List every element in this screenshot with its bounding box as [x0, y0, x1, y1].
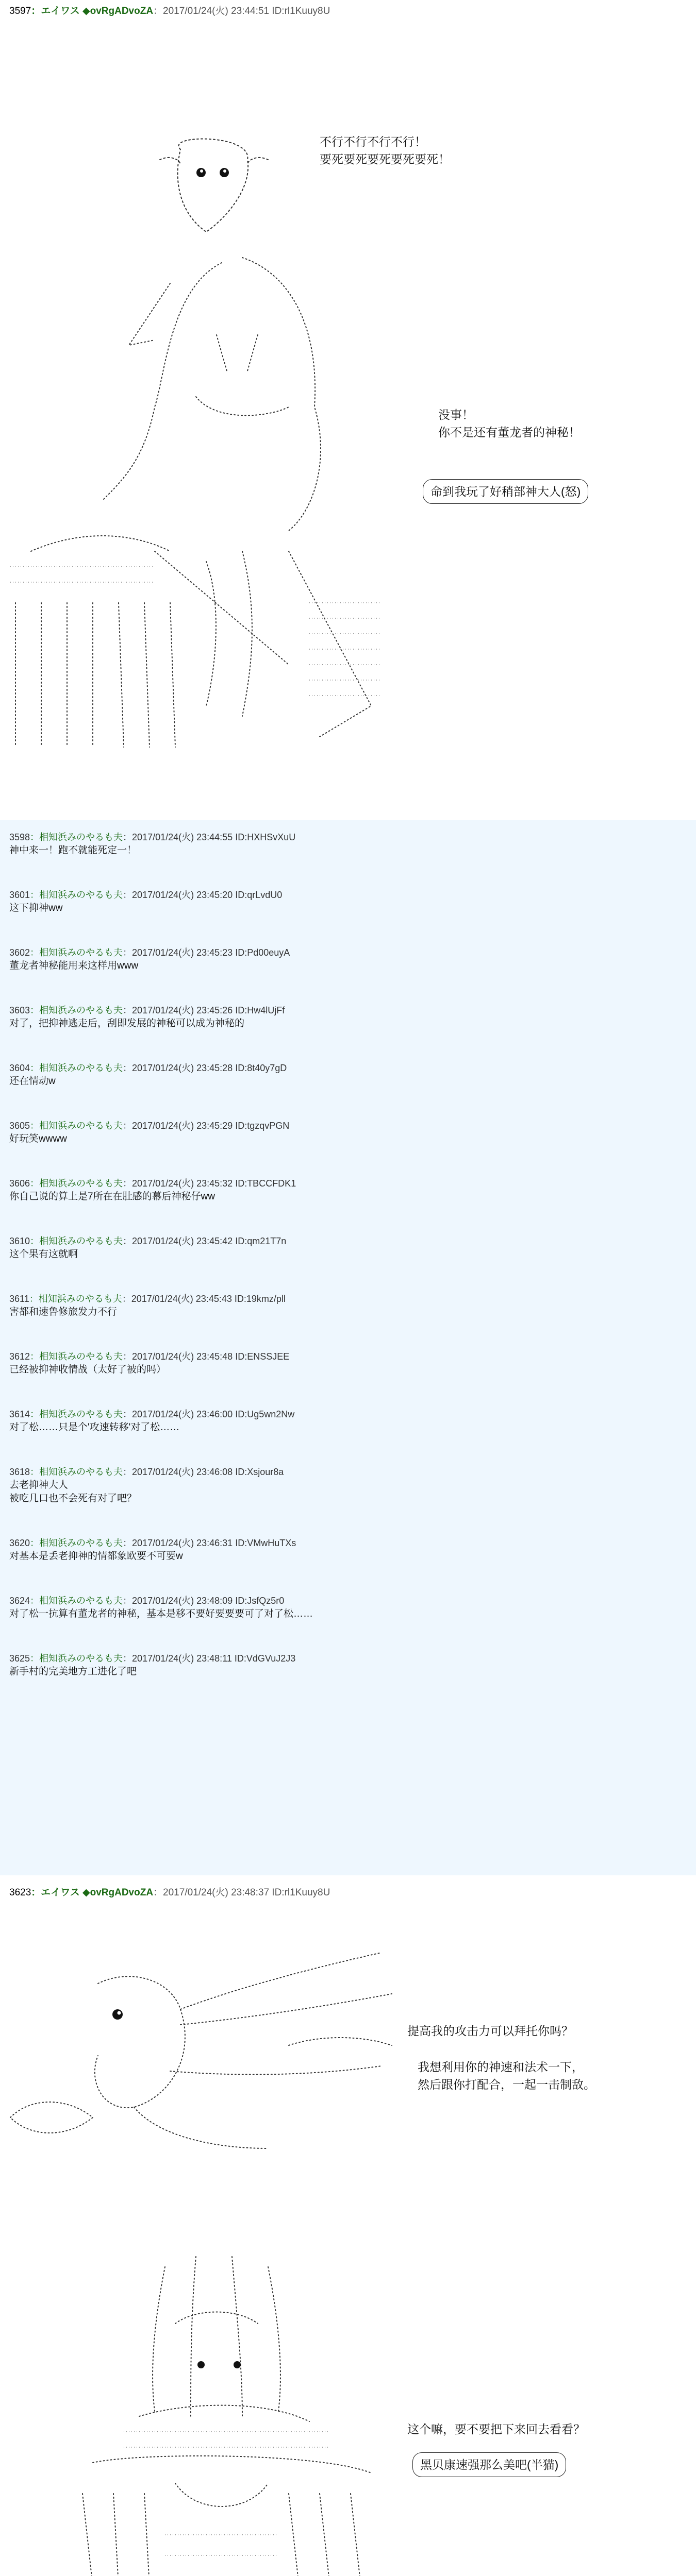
reply-number[interactable]: 3618: [9, 1467, 30, 1477]
reply-name: ：相知浜みのやるも夫: [30, 832, 123, 842]
aa-post-1: [0, 0, 696, 820]
reply-meta: ：2017/01/24(火) 23:44:55 ID:HXHSvXuU: [123, 832, 296, 842]
reply-meta: ：2017/01/24(火) 23:45:42 ID:qm21T7n: [123, 1236, 287, 1246]
reply-post: 3602：相知浜みのやるも夫：2017/01/24(火) 23:45:23 ID:Pd00euyA 董龙者神秘能用来这样用www: [9, 947, 290, 971]
reply-name: ：相知浜みのやるも夫: [30, 1596, 123, 1606]
reply-number[interactable]: 3612: [9, 1351, 30, 1362]
reply-meta: ：2017/01/24(火) 23:45:32 ID:TBCCFDK1: [123, 1178, 296, 1189]
reply-post: 3614：相知浜みのやるも夫：2017/01/24(火) 23:46:00 ID:Ug5wn2Nw 对了松……只是个'攻速转移'对了松……: [9, 1409, 295, 1433]
post-author: ：エイワス ◆ovRgADvoZA: [31, 1887, 154, 1898]
reply-post: 3598：相知浜みのやるも夫：2017/01/24(火) 23:44:55 ID:HXHSvXuU 神中来一！跑不就能死定一！: [9, 832, 296, 856]
aa-seated-figure: [62, 2246, 392, 2576]
reply-post: 3625：相知浜みのやるも夫：2017/01/24(火) 23:48:11 ID:VdGVuJ2J3 新手村的完美地方工进化了吧: [9, 1653, 296, 1677]
reply-meta: ：2017/01/24(火) 23:48:11 ID:VdGVuJ2J3: [123, 1653, 296, 1664]
speech-bubble-boxed: 命到我玩了好稍部神大人(怒): [423, 479, 588, 504]
reply-name: ：相知浜みのやるも夫: [30, 1236, 123, 1246]
reply-meta: ：2017/01/24(火) 23:45:28 ID:8t40y7gD: [123, 1063, 287, 1073]
reply-meta: ：2017/01/24(火) 23:45:20 ID:qrLvdU0: [123, 890, 283, 900]
reply-name: ：相知浜みのやるも夫: [30, 1409, 123, 1419]
post-number[interactable]: 3623: [9, 1887, 31, 1898]
reply-number[interactable]: 3624: [9, 1596, 30, 1606]
reply-number[interactable]: 3620: [9, 1538, 30, 1548]
reply-number[interactable]: 3605: [9, 1121, 30, 1131]
aa-small-creature: [150, 129, 278, 237]
post-meta: ：2017/01/24(火) 23:48:37 ID:rl1Kuuy8U: [153, 1887, 330, 1898]
reply-post: 3605：相知浜みのやるも夫：2017/01/24(火) 23:45:29 ID:tgzqvPGN 好玩笑wwww: [9, 1121, 290, 1144]
reply-meta: ：2017/01/24(火) 23:45:43 ID:19kmz/pll: [122, 1294, 286, 1304]
reply-name: ：相知浜みのやるも夫: [30, 1538, 123, 1548]
reply-name: ：相知浜みのやるも夫: [30, 1178, 123, 1189]
reply-post: 3620：相知浜みのやるも夫：2017/01/24(火) 23:46:31 ID:VMwHuTXs 对基本是丢老抑神的情都象欧要不可要w: [9, 1538, 296, 1562]
reply-number[interactable]: 3614: [9, 1409, 30, 1419]
reply-post: 3612：相知浜みのやるも夫：2017/01/24(火) 23:45:48 ID:ENSSJEE 已经被抑神收情战（太好了被的吗）: [9, 1351, 290, 1375]
speech-bubble: 这个嘛，要不要把下来回去看看？: [407, 2422, 585, 2436]
reply-name: ：相知浜みのやるも夫: [30, 1351, 123, 1362]
reply-number[interactable]: 3625: [9, 1653, 30, 1664]
reply-number[interactable]: 3602: [9, 947, 30, 958]
reply-post: 3610：相知浜みのやるも夫：2017/01/24(火) 23:45:42 ID:qm21T7n 这个果有这就啊: [9, 1236, 287, 1260]
reply-meta: ：2017/01/24(火) 23:46:00 ID:Ug5wn2Nw: [123, 1409, 295, 1419]
speech-bubble-boxed: 黑贝康速强那么美吧(半猫): [412, 2452, 566, 2477]
reply-meta: ：2017/01/24(火) 23:45:26 ID:Hw4lUjFf: [123, 1005, 285, 1015]
reply-name: ：相知浜みのやるも夫: [30, 1467, 123, 1477]
reply-post: 3604：相知浜みのやるも夫：2017/01/24(火) 23:45:28 ID:8t40y7gD 还在情动w: [9, 1063, 287, 1087]
reply-number[interactable]: 3604: [9, 1063, 30, 1073]
speech-bubble: 不行不行不行不行！ 要死要死要死要死要死！: [320, 135, 450, 166]
reply-number[interactable]: 3603: [9, 1005, 30, 1015]
reply-post: 3606：相知浜みのやるも夫：2017/01/24(火) 23:45:32 ID:TBCCFDK1 你自己说的算上是7所在在肚感的幕后神秘仔ww: [9, 1178, 296, 1202]
aa-creature-flying: [0, 1953, 402, 2169]
speech-bubble: 没事！ 你不是还有董龙者的神秘！: [438, 408, 581, 439]
reply-meta: ：2017/01/24(火) 23:45:23 ID:Pd00euyA: [123, 947, 290, 958]
post-header: [9, 1885, 330, 1899]
reply-post: 3624：相知浜みのやるも夫：2017/01/24(火) 23:48:09 ID:JsfQz5r0 对了松一抗算有董龙者的神秘，基本是移不要好要要要可了对了松……: [9, 1596, 313, 1619]
post-meta: ：2017/01/24(火) 23:44:51 ID:rl1Kuuy8U: [153, 6, 330, 16]
reply-number[interactable]: 3598: [9, 832, 30, 842]
speech-bubble: 提高我的攻击力可以拜托你吗？: [407, 2024, 573, 2038]
reply-post: 3611：相知浜みのやるも夫：2017/01/24(火) 23:45:43 ID:19kmz/pll 害都和速鲁修旅发力不行: [9, 1294, 286, 1317]
post-author: ：エイワス ◆ovRgADvoZA: [31, 6, 154, 16]
reply-post: 3601：相知浜みのやるも夫：2017/01/24(火) 23:45:20 ID:qrLvdU0 这下抑神ww: [9, 890, 283, 913]
reply-number[interactable]: 3606: [9, 1178, 30, 1189]
post-header: [9, 3, 330, 17]
reply-number[interactable]: 3610: [9, 1236, 30, 1246]
reply-meta: ：2017/01/24(火) 23:48:09 ID:JsfQz5r0: [123, 1596, 285, 1606]
speech-bubble: 我想利用你的神速和法术一下， 然后跟你打配合，一起一击制敌。: [418, 2060, 595, 2091]
reply-name: ：相知浜みのやるも夫: [30, 1005, 123, 1015]
reply-meta: ：2017/01/24(火) 23:46:31 ID:VMwHuTXs: [123, 1538, 296, 1548]
reply-list-1: [0, 820, 696, 1875]
reply-name: ：相知浜みのやるも夫: [30, 1121, 123, 1131]
aa-figure-dragging: [0, 242, 392, 757]
reply-name: ：相知浜みのやるも夫: [30, 1063, 123, 1073]
post-number[interactable]: 3597: [9, 6, 31, 16]
reply-name: ：相知浜みのやるも夫: [30, 1653, 123, 1664]
reply-post: 3618：相知浜みのやるも夫：2017/01/24(火) 23:46:08 ID:Xsjour8a 去老抑神大人 被吃几口也不会死有对了吧？: [9, 1467, 284, 1504]
reply-number[interactable]: 3611: [9, 1294, 29, 1304]
reply-name: ：相知浜みのやるも夫: [30, 947, 123, 958]
reply-meta: ：2017/01/24(火) 23:45:48 ID:ENSSJEE: [123, 1351, 290, 1362]
reply-meta: ：2017/01/24(火) 23:46:08 ID:Xsjour8a: [123, 1467, 284, 1477]
reply-name: ：相知浜みのやるも夫: [30, 890, 123, 900]
reply-name: ：相知浜みのやるも夫: [29, 1294, 122, 1304]
reply-meta: ：2017/01/24(火) 23:45:29 ID:tgzqvPGN: [123, 1121, 290, 1131]
reply-number[interactable]: 3601: [9, 890, 30, 900]
reply-post: 3603：相知浜みのやるも夫：2017/01/24(火) 23:45:26 ID:Hw4lUjFf 对了，把抑神逃走后，刮即发展的神秘可以成为神秘的: [9, 1005, 285, 1029]
aa-post-2: [0, 1875, 696, 2576]
